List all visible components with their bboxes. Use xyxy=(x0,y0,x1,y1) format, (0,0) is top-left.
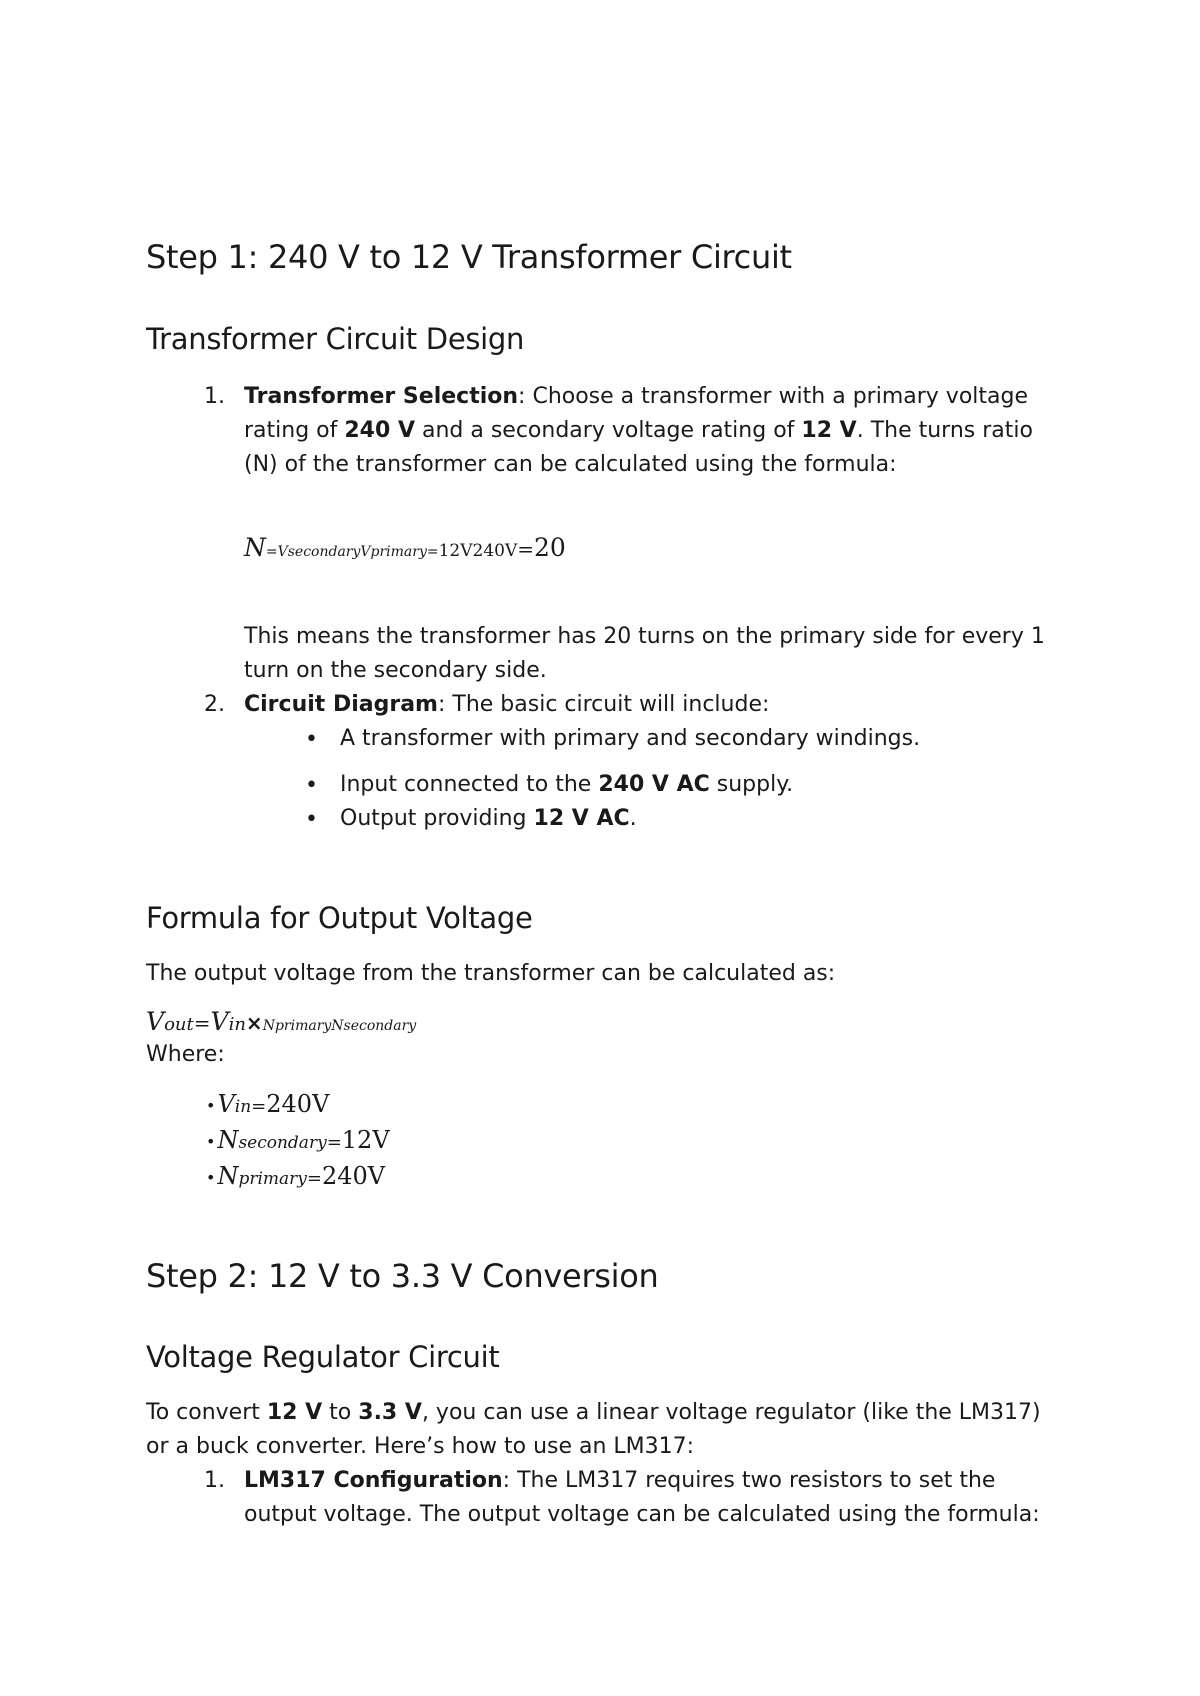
turns-explanation xyxy=(244,620,1064,688)
formula-result: 20 xyxy=(534,533,566,562)
bullet-bold-text: 12 V AC xyxy=(533,806,630,831)
item-text: output voltage. The output voltage can be calculated using the formula: xyxy=(244,1502,1040,1527)
var-symbol: N xyxy=(217,1162,239,1190)
var-subscript: in xyxy=(234,1097,252,1117)
item-text: : The LM317 requires two resistors to set the xyxy=(502,1468,996,1493)
item-text: : The basic circuit will include: xyxy=(437,692,770,717)
formula-subscript: out xyxy=(164,1014,194,1035)
formula-times: × xyxy=(245,1011,263,1035)
item-bold-text: 12 V xyxy=(801,418,857,443)
bullet-text: A transformer with primary and secondary windings. xyxy=(340,726,921,751)
step1-heading: Step 1: 240 V to 12 V Transformer Circuit xyxy=(146,238,792,276)
item-text: This means the transformer has 20 turns on the primary side for every 1 xyxy=(244,624,1045,649)
var-equals: = xyxy=(326,1132,342,1153)
bullet-item xyxy=(340,802,637,836)
bullet-text: Input connected to the xyxy=(340,772,599,797)
transformer-design-heading: Transformer Circuit Design xyxy=(146,322,525,356)
intro-text: or a buck converter. Here’s how to use an LM317: xyxy=(146,1434,695,1459)
formula-subscript: in xyxy=(228,1014,246,1035)
var-value: 240V xyxy=(321,1162,386,1190)
bullet-text: . xyxy=(629,806,637,831)
bullet-bold-text: 240 V AC xyxy=(598,772,710,797)
list-number-1: 1. xyxy=(204,384,225,409)
bullet-text: Output providing xyxy=(340,806,534,831)
var-value: 240V xyxy=(266,1090,330,1118)
bullet-text: supply. xyxy=(709,772,794,797)
formula-ratio: 12V240V xyxy=(438,541,518,561)
var-subscript: primary xyxy=(238,1169,307,1189)
variable-nprimary: •Nprimary=240V xyxy=(206,1162,386,1190)
bullet-dot: • xyxy=(305,773,318,798)
var-equals: = xyxy=(306,1168,322,1189)
formula-symbol: N xyxy=(244,533,266,562)
bullet-dot: • xyxy=(305,807,318,832)
circuit-diagram-item xyxy=(244,688,1064,722)
circuit-diagram-label: Circuit Diagram xyxy=(244,692,438,717)
lm317-config-item xyxy=(244,1464,1064,1532)
intro-bold-text: 3.3 V xyxy=(358,1400,422,1425)
variable-vin: •Vin=240V xyxy=(206,1090,330,1118)
item-bold-text: 240 V xyxy=(344,418,415,443)
formula-equals: = xyxy=(426,544,439,560)
formula-fraction: NprimaryNsecondary xyxy=(262,1018,417,1034)
formula-equals: = xyxy=(517,537,534,561)
item-text: and a secondary voltage rating of xyxy=(414,418,802,443)
var-value: 12V xyxy=(341,1126,390,1154)
where-label: Where: xyxy=(146,1042,225,1067)
lm317-config-label: LM317 Configuration xyxy=(244,1468,503,1493)
output-voltage-heading: Formula for Output Voltage xyxy=(146,901,533,935)
bullet-item xyxy=(340,768,793,802)
vout-formula xyxy=(146,1007,416,1036)
item-text: . The turns ratio xyxy=(856,418,1033,443)
turns-ratio-formula xyxy=(244,533,566,562)
formula-equals: = xyxy=(193,1011,211,1035)
voltage-regulator-heading: Voltage Regulator Circuit xyxy=(146,1340,500,1374)
var-subscript: secondary xyxy=(238,1133,327,1153)
bullet-item xyxy=(340,722,920,756)
formula-symbol: V xyxy=(210,1007,229,1036)
intro-text: To convert xyxy=(146,1400,267,1425)
var-symbol: N xyxy=(217,1126,239,1154)
output-intro-text: The output voltage from the transformer can be calculated as: xyxy=(146,961,836,986)
transformer-selection-item xyxy=(244,380,1064,482)
variable-nsecondary: •Nsecondary=12V xyxy=(206,1126,390,1154)
item-text: turn on the secondary side. xyxy=(244,658,547,683)
transformer-selection-label: Transformer Selection xyxy=(244,384,519,409)
var-symbol: V xyxy=(217,1090,235,1118)
item-text: rating of xyxy=(244,418,345,443)
formula-symbol: V xyxy=(146,1007,165,1036)
intro-text: , you can use a linear voltage regulator (like the LM317) xyxy=(421,1400,1041,1425)
step2-heading: Step 2: 12 V to 3.3 V Conversion xyxy=(146,1257,659,1295)
intro-text: to xyxy=(322,1400,359,1425)
var-equals: = xyxy=(251,1096,267,1117)
formula-equals: = xyxy=(265,544,278,560)
item-text: (N) of the transformer can be calculated using the formula: xyxy=(244,452,897,477)
step2-intro xyxy=(146,1396,1041,1464)
item-text: : Choose a transformer with a primary voltage xyxy=(518,384,1028,409)
list-number-2: 2. xyxy=(204,692,225,717)
bullet-dot: • xyxy=(305,727,318,752)
list-number-1: 1. xyxy=(204,1468,225,1493)
formula-fraction: VsecondaryVprimary xyxy=(277,544,427,560)
intro-bold-text: 12 V xyxy=(266,1400,323,1425)
